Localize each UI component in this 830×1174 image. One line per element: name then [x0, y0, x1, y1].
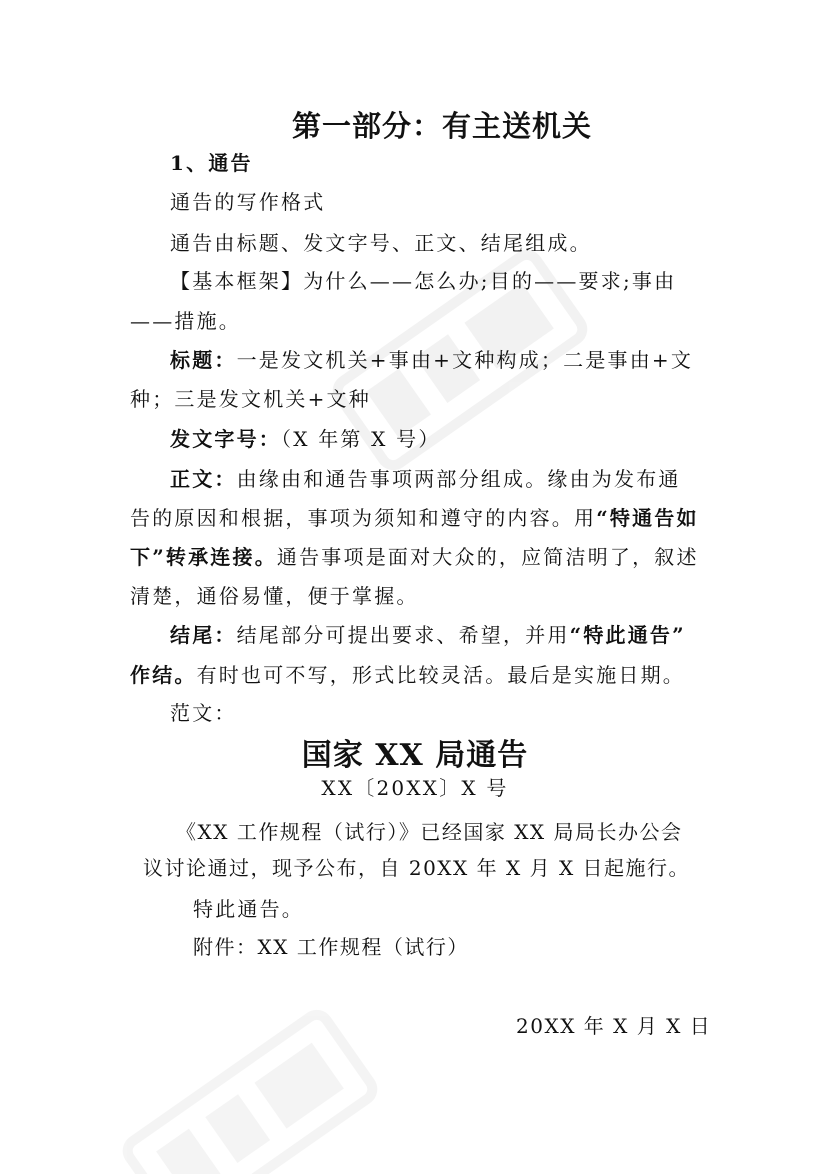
ending-quote-tail: 作结。	[130, 663, 197, 687]
ending-quote: “特此通告”	[569, 623, 686, 647]
body-label: 正文：	[170, 467, 237, 491]
subsection-title: 1、通告	[170, 151, 253, 175]
body-text-2: 告的原因和根据，事项为须知和遵守的内容。用	[130, 506, 597, 530]
format-line: 通告的写作格式	[170, 190, 326, 214]
sample-paragraph-line-1: 《XX 工作规程（试行）》已经国家 XX 局局长办公会	[176, 820, 683, 844]
ending-text-1: 结尾部分可提出要求、希望，并用	[236, 623, 570, 647]
ending-label: 结尾：	[170, 623, 237, 647]
title-label: 标题：	[170, 348, 237, 372]
ending-paragraph-line-1	[170, 622, 686, 648]
body-quote-1: “特通告如	[596, 506, 699, 530]
sample-doc-number: XX〔20XX〕X 号	[321, 776, 509, 800]
body-paragraph-line-3	[130, 544, 699, 570]
body-paragraph-line-2	[130, 505, 699, 531]
sample-title: 国家 XX 局通告	[301, 738, 529, 773]
doc-number-label: 发文字号：	[170, 427, 281, 451]
doc-number-text: （X 年第 X 号）	[281, 427, 441, 451]
sample-date: 20XX 年 X 月 X 日	[516, 1014, 712, 1038]
body-text-3: 通告事项是面对大众的，应简洁明了，叙述	[276, 545, 699, 569]
ending-text-2: 有时也可不写，形式比较灵活。最后是实施日期。	[196, 663, 686, 687]
section-heading: 第一部分：有主送机关	[292, 109, 593, 143]
sample-paragraph-line-2: 议讨论通过，现予公布，自 20XX 年 X 月 X 日起施行。	[143, 856, 691, 880]
body-paragraph-line-4: 清楚，通俗易懂，便于掌握。	[130, 584, 419, 608]
framework-line-2: ——措施。	[130, 309, 241, 333]
doc-number-paragraph	[170, 426, 441, 452]
watermark-stamp-lower	[123, 1010, 377, 1174]
title-text-1: 一是发文机关+事由+文种构成；二是事由+文	[236, 348, 694, 372]
body-paragraph-line-1	[170, 466, 681, 492]
body-quote-2: 下”转承连接。	[130, 545, 277, 569]
sample-closing: 特此通告。	[193, 897, 304, 921]
framework-line-1: 【基本框架】为什么——怎么办;目的——要求;事由	[170, 269, 677, 293]
sample-attachment: 附件：XX 工作规程（试行）	[193, 935, 469, 959]
title-paragraph-line-2: 种；三是发文机关+文种	[130, 387, 371, 411]
body-text-1: 由缘由和通告事项两部分组成。缘由为发布通	[236, 467, 681, 491]
composition-line: 通告由标题、发文字号、正文、结尾组成。	[170, 231, 592, 255]
sample-label: 范文：	[170, 701, 237, 725]
title-paragraph-line-1	[170, 347, 693, 373]
ending-paragraph-line-2	[130, 662, 685, 688]
